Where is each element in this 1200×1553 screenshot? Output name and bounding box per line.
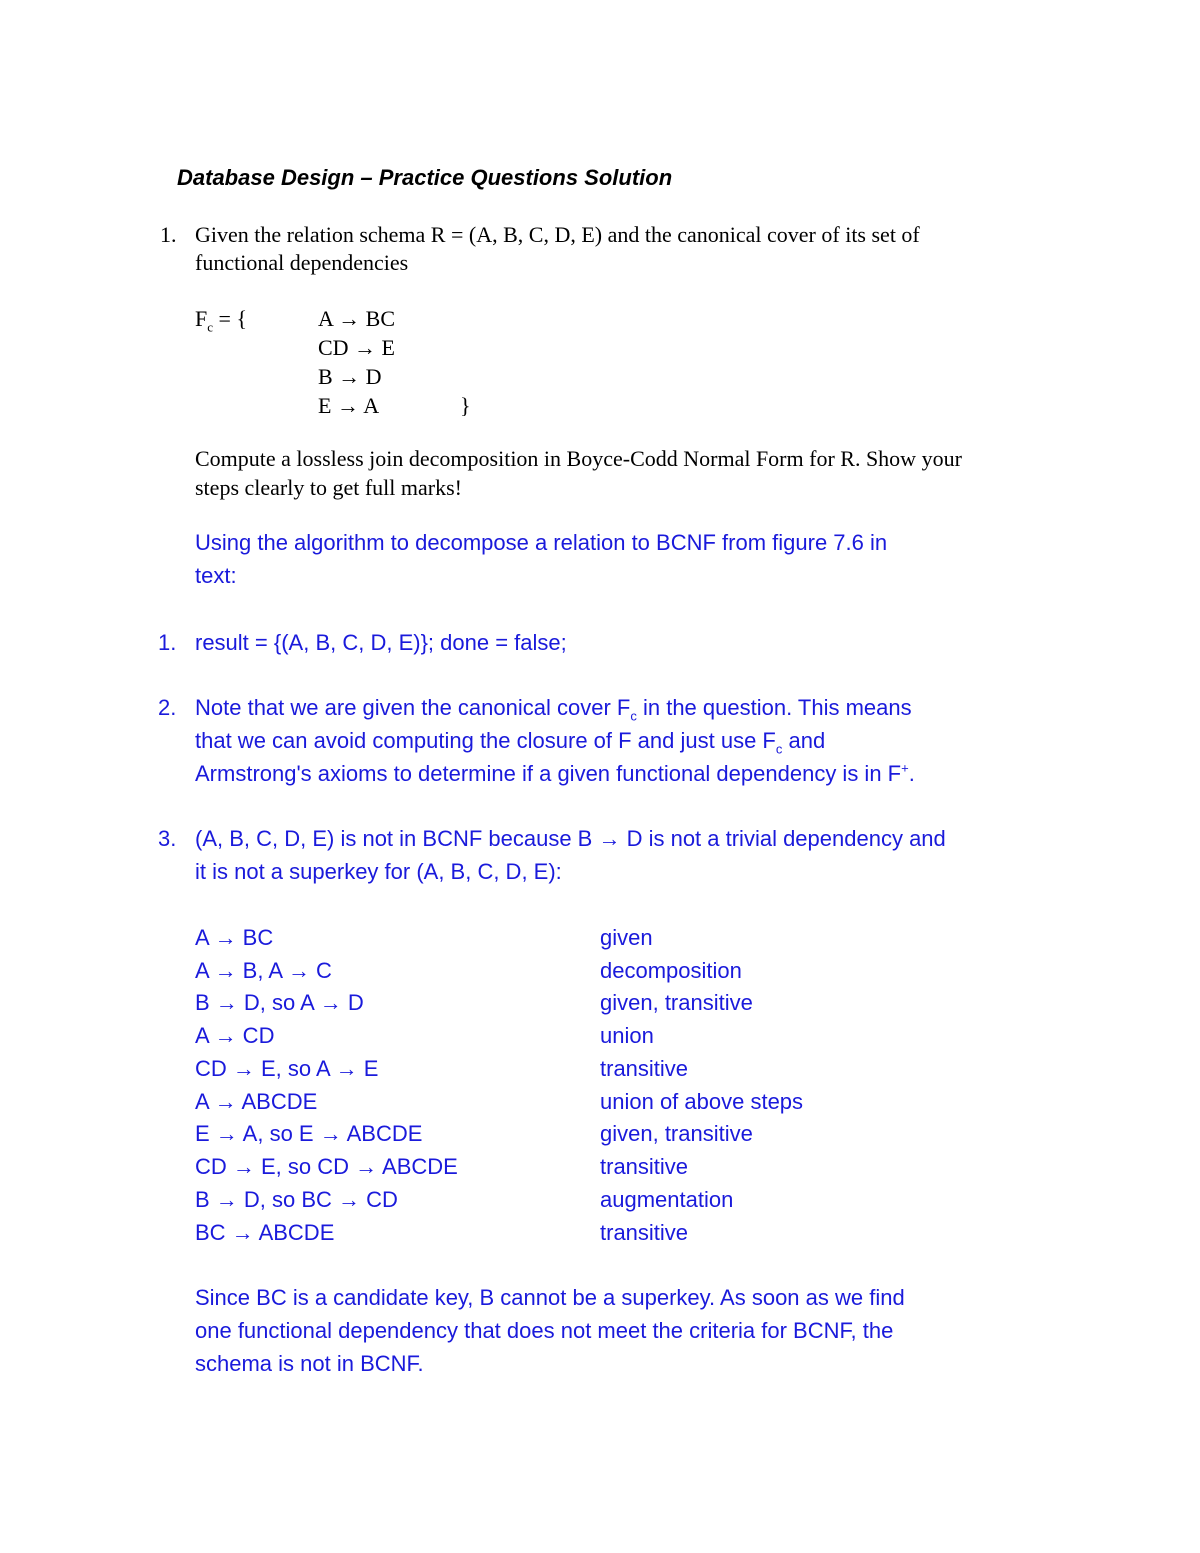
derivation-reason: augmentation [600, 1187, 734, 1212]
derivation-fd: A → CD [195, 1023, 275, 1048]
fd-3: B → D [318, 364, 382, 389]
derivation-reason: transitive [600, 1154, 689, 1179]
conclusion-line1: Since BC is a candidate key, B cannot be a superkey. As soon as we find [195, 1285, 905, 1310]
derivation-fd: BC → ABCDE [195, 1220, 335, 1245]
derivation-fd: B → D, so A → D [195, 990, 364, 1015]
step2-line1: Note that we are given the canonical cover $F_c$ in the question. This means [195, 695, 912, 724]
step2-number: 2. [158, 695, 177, 720]
derivation-fd: E → A, so E → ABCDE [195, 1121, 423, 1146]
fd-4: E → A [318, 393, 380, 418]
derivation-reason: decomposition [600, 958, 742, 983]
derivation-fd: CD → E, so CD → ABCDE [195, 1154, 458, 1179]
page-title: Database Design – Practice Questions Solution [177, 165, 673, 190]
step3-number: 3. [158, 826, 177, 851]
derivation-fd: A → BC [195, 925, 274, 950]
step1-number: 1. [158, 630, 177, 655]
answer-intro-line2: text: [195, 563, 237, 588]
fd-set-close-brace: } [460, 393, 471, 418]
conclusion-line3: schema is not in BCNF. [195, 1351, 424, 1376]
derivation-reason: given, transitive [600, 1121, 753, 1146]
derivation-fd: A → ABCDE [195, 1089, 318, 1114]
derivation-fd: B → D, so BC → CD [195, 1187, 398, 1212]
canonical-cover-label: $F_c$ = { [195, 306, 247, 335]
step1-text: result = {(A, B, C, D, E)}; done = false; [195, 630, 567, 655]
derivation-fd: A → B, A → C [195, 958, 332, 983]
task-line1: Compute a lossless join decomposition in Boyce-Codd Normal Form for R. Show your [195, 446, 962, 471]
derivation-reason: transitive [600, 1056, 689, 1081]
question-text-line1: Given the relation schema R = (A, B, C, D, E) and the canonical cover of its set of [195, 222, 920, 247]
step2-line2: that we can avoid computing the closure of F and just use $F_c$ and [195, 728, 826, 757]
question-number: 1. [160, 222, 177, 247]
task-line2: steps clearly to get full marks! [195, 475, 462, 500]
fd-2: CD → E [318, 335, 395, 360]
step3-line2: it is not a superkey for (A, B, C, D, E): [195, 859, 562, 884]
derivation-reason: union [600, 1023, 654, 1048]
derivation-reason: union of above steps [600, 1089, 804, 1114]
derivation-reason: given, transitive [600, 990, 753, 1015]
question-text-line2: functional dependencies [195, 250, 409, 275]
derivation-reason: transitive [600, 1220, 689, 1245]
answer-intro-line1: Using the algorithm to decompose a relation to BCNF from figure 7.6 in [195, 530, 888, 555]
conclusion-line2: one functional dependency that does not meet the criteria for BCNF, the [195, 1318, 894, 1343]
fd-1: A → BC [318, 306, 396, 331]
step3-line1: (A, B, C, D, E) is not in BCNF because B → D is not a trivial dependency and [195, 826, 946, 851]
step2-line3: Armstrong's axioms to determine if a given functional dependency is in F+. [195, 760, 915, 786]
derivation-reason: given [600, 925, 653, 950]
derivation-fd: CD → E, so A → E [195, 1056, 379, 1081]
